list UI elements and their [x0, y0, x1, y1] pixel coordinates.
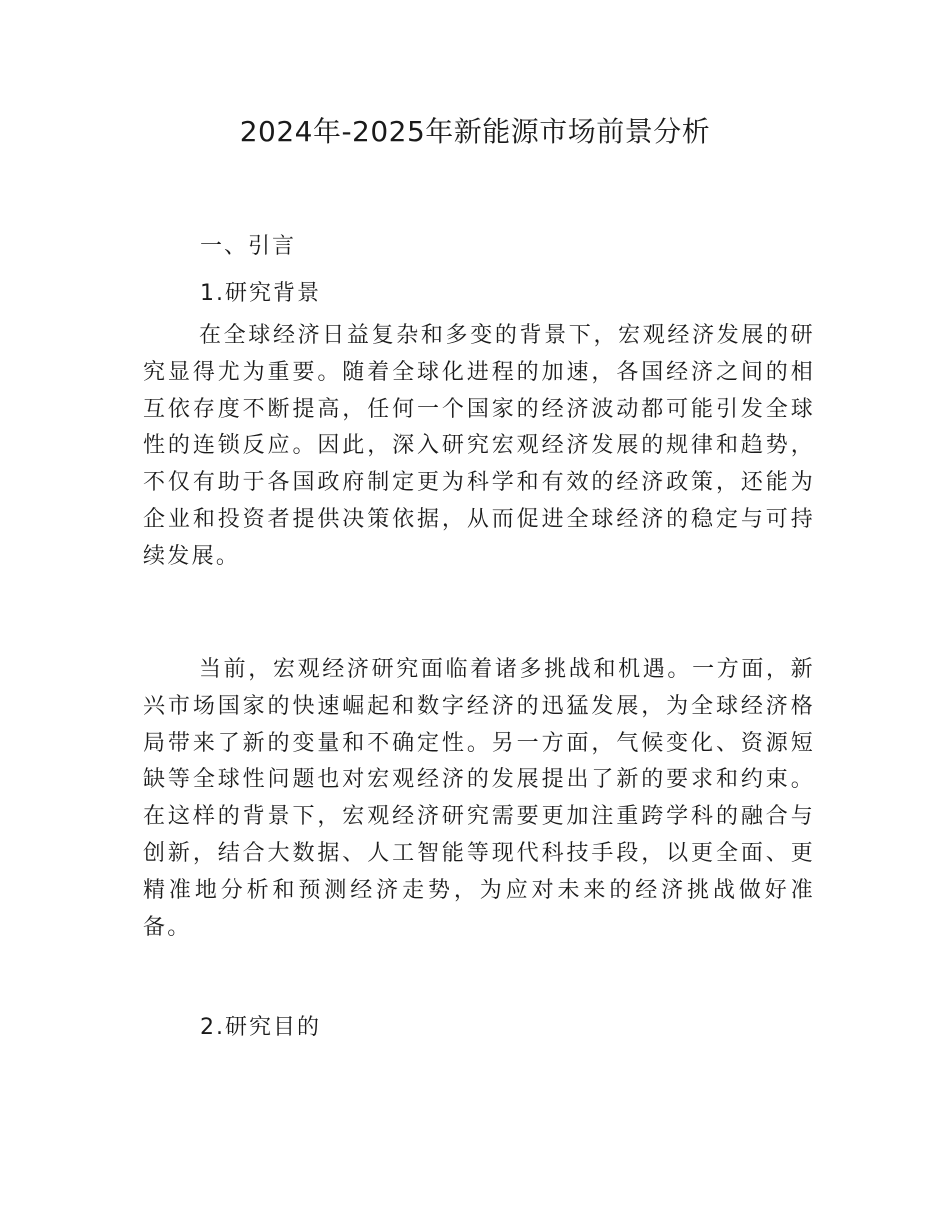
subsection-heading-research-background: 1.研究背景: [200, 281, 321, 306]
paragraph-background-2: 当前，宏观经济研究面临着诸多挑战和机遇。一方面，新兴市场国家的快速崛起和数字经济的迅猛发展，为全球经济格局带来了新的变量和不确定性。另一方面，气候变化、资源短缺等全球性问题也对宏观经济的发展提出了新的要求和约束。在这样的背景下，宏观经济研究需要更加注重跨学科的融合与创新，结合大数据、人工智能等现代科技手段，以更全面、更精准地分析和预测经济走势，为应对未来的经济挑战做好准备。: [143, 657, 815, 940]
paragraph-background-1: 在全球经济日益复杂和多变的背景下，宏观经济发展的研究显得尤为重要。随着全球化进程的加速，各国经济之间的相互依存度不断提高，任何一个国家的经济波动都可能引发全球性的连锁反应。因此，深入研究宏观经济发展的规律和趋势，不仅有助于各国政府制定更为科学和有效的经济政策，还能为企业和投资者提供决策依据，从而促进全球经济的稳定与可持续发展。: [143, 323, 815, 569]
document-title: 2024年-2025年新能源市场前景分析: [239, 115, 711, 148]
subsection-heading-research-purpose: 2.研究目的: [200, 1015, 321, 1040]
section-heading-introduction: 一、引言: [200, 234, 297, 259]
